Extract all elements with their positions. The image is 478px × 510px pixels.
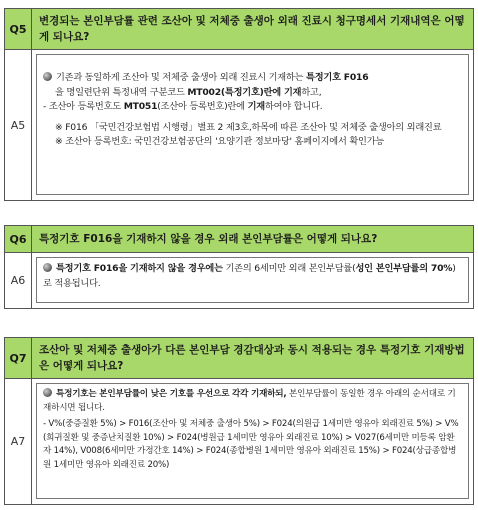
qa-block-q7 bbox=[4, 337, 474, 505]
note-registration: ※ 조산아 등록번호: 국민건강보험공단의 '요양기관 정보마당' 홈페이지에서 확인가능 bbox=[55, 136, 385, 147]
question-row bbox=[4, 337, 474, 379]
question-text: 특정기호 F016을 기재하지 않을 경우 외래 본인부담률은 어떻게 되나요? bbox=[32, 225, 474, 253]
qa-block-q5 bbox=[4, 8, 474, 201]
answer-row bbox=[4, 50, 474, 201]
answer-label: A7 bbox=[4, 379, 32, 505]
answer-row bbox=[4, 379, 474, 505]
answer-box: 특정기호 F016을 기재하지 않을 경우에는 기존의 6세미만 외래 본인부담률(성인 본인부담률의 70%)로 적용됩니다. bbox=[36, 257, 469, 303]
answer-row bbox=[4, 253, 474, 309]
question-label: Q7 bbox=[4, 337, 32, 379]
answer-box: 기존과 동일하게 조산아 및 저체중 출생아 외래 진료시 기재하는 특정기호 F016 을 명일련단위 특정내역 구분코드 MT002(특정기호)란에 기재하고, - 조산아 등록번호도 MT051(조산아 등록번호)란에 기재하여야 합니다. ※ F016 「국민건강보험법 시행령」별표 2 제3호,하목에 따른 조산아 및 저체중 출생아의 외래진료 ※ 조산아 등록번호: 국민건강보험공단의 '요양기관 정보마당' 홈페이지에서 확인가능 bbox=[36, 54, 469, 195]
question-text: 변경되는 본인부담률 관련 조산아 및 저체중 출생아 외래 진료시 청구명세서 기재내역은 어떻게 되나요? bbox=[32, 8, 474, 50]
qa-block-q6 bbox=[4, 225, 474, 309]
answer-label: A5 bbox=[4, 50, 32, 201]
question-label: Q5 bbox=[4, 8, 32, 50]
question-label: Q6 bbox=[4, 225, 32, 253]
bullet-icon bbox=[43, 388, 52, 397]
question-row bbox=[4, 8, 474, 50]
note-f016: ※ F016 「국민건강보험법 시행령」별표 2 제3호,하목에 따른 조산아 및 저체중 출생아의 외래진료 bbox=[55, 121, 442, 133]
question-text: 조산아 및 저체중 출생아가 다른 본인부담 경감대상과 동시 적용되는 경우 특정기호 기재방법은 어떻게 되나요? bbox=[32, 337, 474, 379]
bullet-icon bbox=[43, 263, 52, 272]
question-row bbox=[4, 225, 474, 253]
bullet-icon bbox=[43, 72, 52, 81]
answer-box: 특정기호는 본인부담률이 낮은 기호를 우선으로 각각 기재하되, 본인부담률이 동일한 경우 아래의 순서대로 기재하시면 됩니다. - V%(중증질환 5%) > F016(조산아 및 저체중 출생아 5%) > F024(의원급 1세미만 영유아 외래진료 5%) > V%(희귀질환 및 중증난치질환 10%) > F024(병원급 1세미만 영유아 외래진료 10%) > V027(6세미만 미등록 암환자 14%), V008(6세미만 가정간호 14%) > F024(종합병원 1세미만 영유아 외래진료 15%) > F024(상급종합병원 1세미만 영유아 외래진료 20%) bbox=[36, 383, 469, 499]
priority-order: - V%(중증질환 5%) > F016(조산아 및 저체중 출생아 5%) > F024(의원급 1세미만 영유아 외래진료 5%) > V%(희귀질환 및 중증난치질환 10%) > F024(병원급 1세미만 영유아 외래진료 10%) > V027(6세미만 미등록 암환자 14%), V008(6세미만 가정간호 14%) > F024(종합병원 1세미만 영유아 외래진료 15%) > F024(상급종합병원 1세미만 영유아 외래진료 20%) bbox=[43, 419, 459, 470]
answer-label: A6 bbox=[4, 253, 32, 309]
